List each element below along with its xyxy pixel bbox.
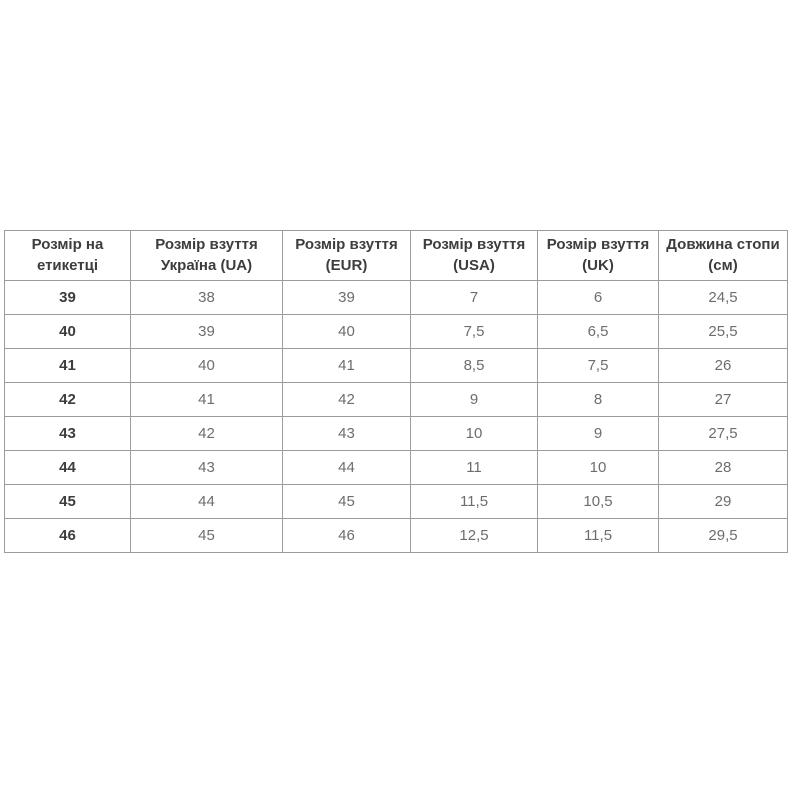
table-row (5, 485, 788, 519)
size-value-cell: 27,5 (659, 417, 788, 451)
size-value-cell: 28 (659, 451, 788, 485)
label-size-cell: 42 (5, 383, 131, 417)
size-value-cell: 38 (131, 281, 283, 315)
label-size-cell: 45 (5, 485, 131, 519)
size-value-cell: 7,5 (411, 315, 538, 349)
size-value-cell: 43 (283, 417, 411, 451)
table-header-row (5, 231, 788, 281)
size-value-cell: 40 (131, 349, 283, 383)
column-header: Розмір взуття (USA) (411, 231, 538, 281)
size-value-cell: 39 (283, 281, 411, 315)
size-value-cell: 42 (283, 383, 411, 417)
size-value-cell: 40 (283, 315, 411, 349)
column-header: Розмір взуття (EUR) (283, 231, 411, 281)
size-value-cell: 11,5 (538, 519, 659, 553)
size-value-cell: 29 (659, 485, 788, 519)
label-size-cell: 41 (5, 349, 131, 383)
table-body (5, 281, 788, 553)
column-header: Довжина стопи (см) (659, 231, 788, 281)
table-row (5, 451, 788, 485)
size-value-cell: 26 (659, 349, 788, 383)
size-value-cell: 41 (131, 383, 283, 417)
size-value-cell: 10,5 (538, 485, 659, 519)
size-value-cell: 29,5 (659, 519, 788, 553)
column-header: Розмір взуття (UK) (538, 231, 659, 281)
column-header: Розмір взуття Україна (UA) (131, 231, 283, 281)
size-value-cell: 6,5 (538, 315, 659, 349)
table-row (5, 417, 788, 451)
size-value-cell: 45 (131, 519, 283, 553)
label-size-cell: 46 (5, 519, 131, 553)
table-header (5, 231, 788, 281)
size-value-cell: 45 (283, 485, 411, 519)
size-value-cell: 46 (283, 519, 411, 553)
label-size-cell: 44 (5, 451, 131, 485)
size-value-cell: 27 (659, 383, 788, 417)
size-value-cell: 7 (411, 281, 538, 315)
size-value-cell: 12,5 (411, 519, 538, 553)
table-row (5, 349, 788, 383)
size-value-cell: 9 (538, 417, 659, 451)
size-value-cell: 10 (411, 417, 538, 451)
label-size-cell: 40 (5, 315, 131, 349)
label-size-cell: 43 (5, 417, 131, 451)
table-row (5, 519, 788, 553)
label-size-cell: 39 (5, 281, 131, 315)
size-value-cell: 8 (538, 383, 659, 417)
shoe-size-conversion-table (4, 230, 788, 553)
size-value-cell: 10 (538, 451, 659, 485)
size-value-cell: 39 (131, 315, 283, 349)
size-value-cell: 43 (131, 451, 283, 485)
size-value-cell: 42 (131, 417, 283, 451)
size-value-cell: 41 (283, 349, 411, 383)
size-value-cell: 8,5 (411, 349, 538, 383)
size-value-cell: 24,5 (659, 281, 788, 315)
column-header: Розмір на етикетці (5, 231, 131, 281)
table-row (5, 281, 788, 315)
table-row (5, 315, 788, 349)
size-value-cell: 11 (411, 451, 538, 485)
table-row (5, 383, 788, 417)
size-value-cell: 9 (411, 383, 538, 417)
size-value-cell: 25,5 (659, 315, 788, 349)
size-value-cell: 6 (538, 281, 659, 315)
size-value-cell: 44 (131, 485, 283, 519)
size-value-cell: 11,5 (411, 485, 538, 519)
size-value-cell: 7,5 (538, 349, 659, 383)
size-value-cell: 44 (283, 451, 411, 485)
